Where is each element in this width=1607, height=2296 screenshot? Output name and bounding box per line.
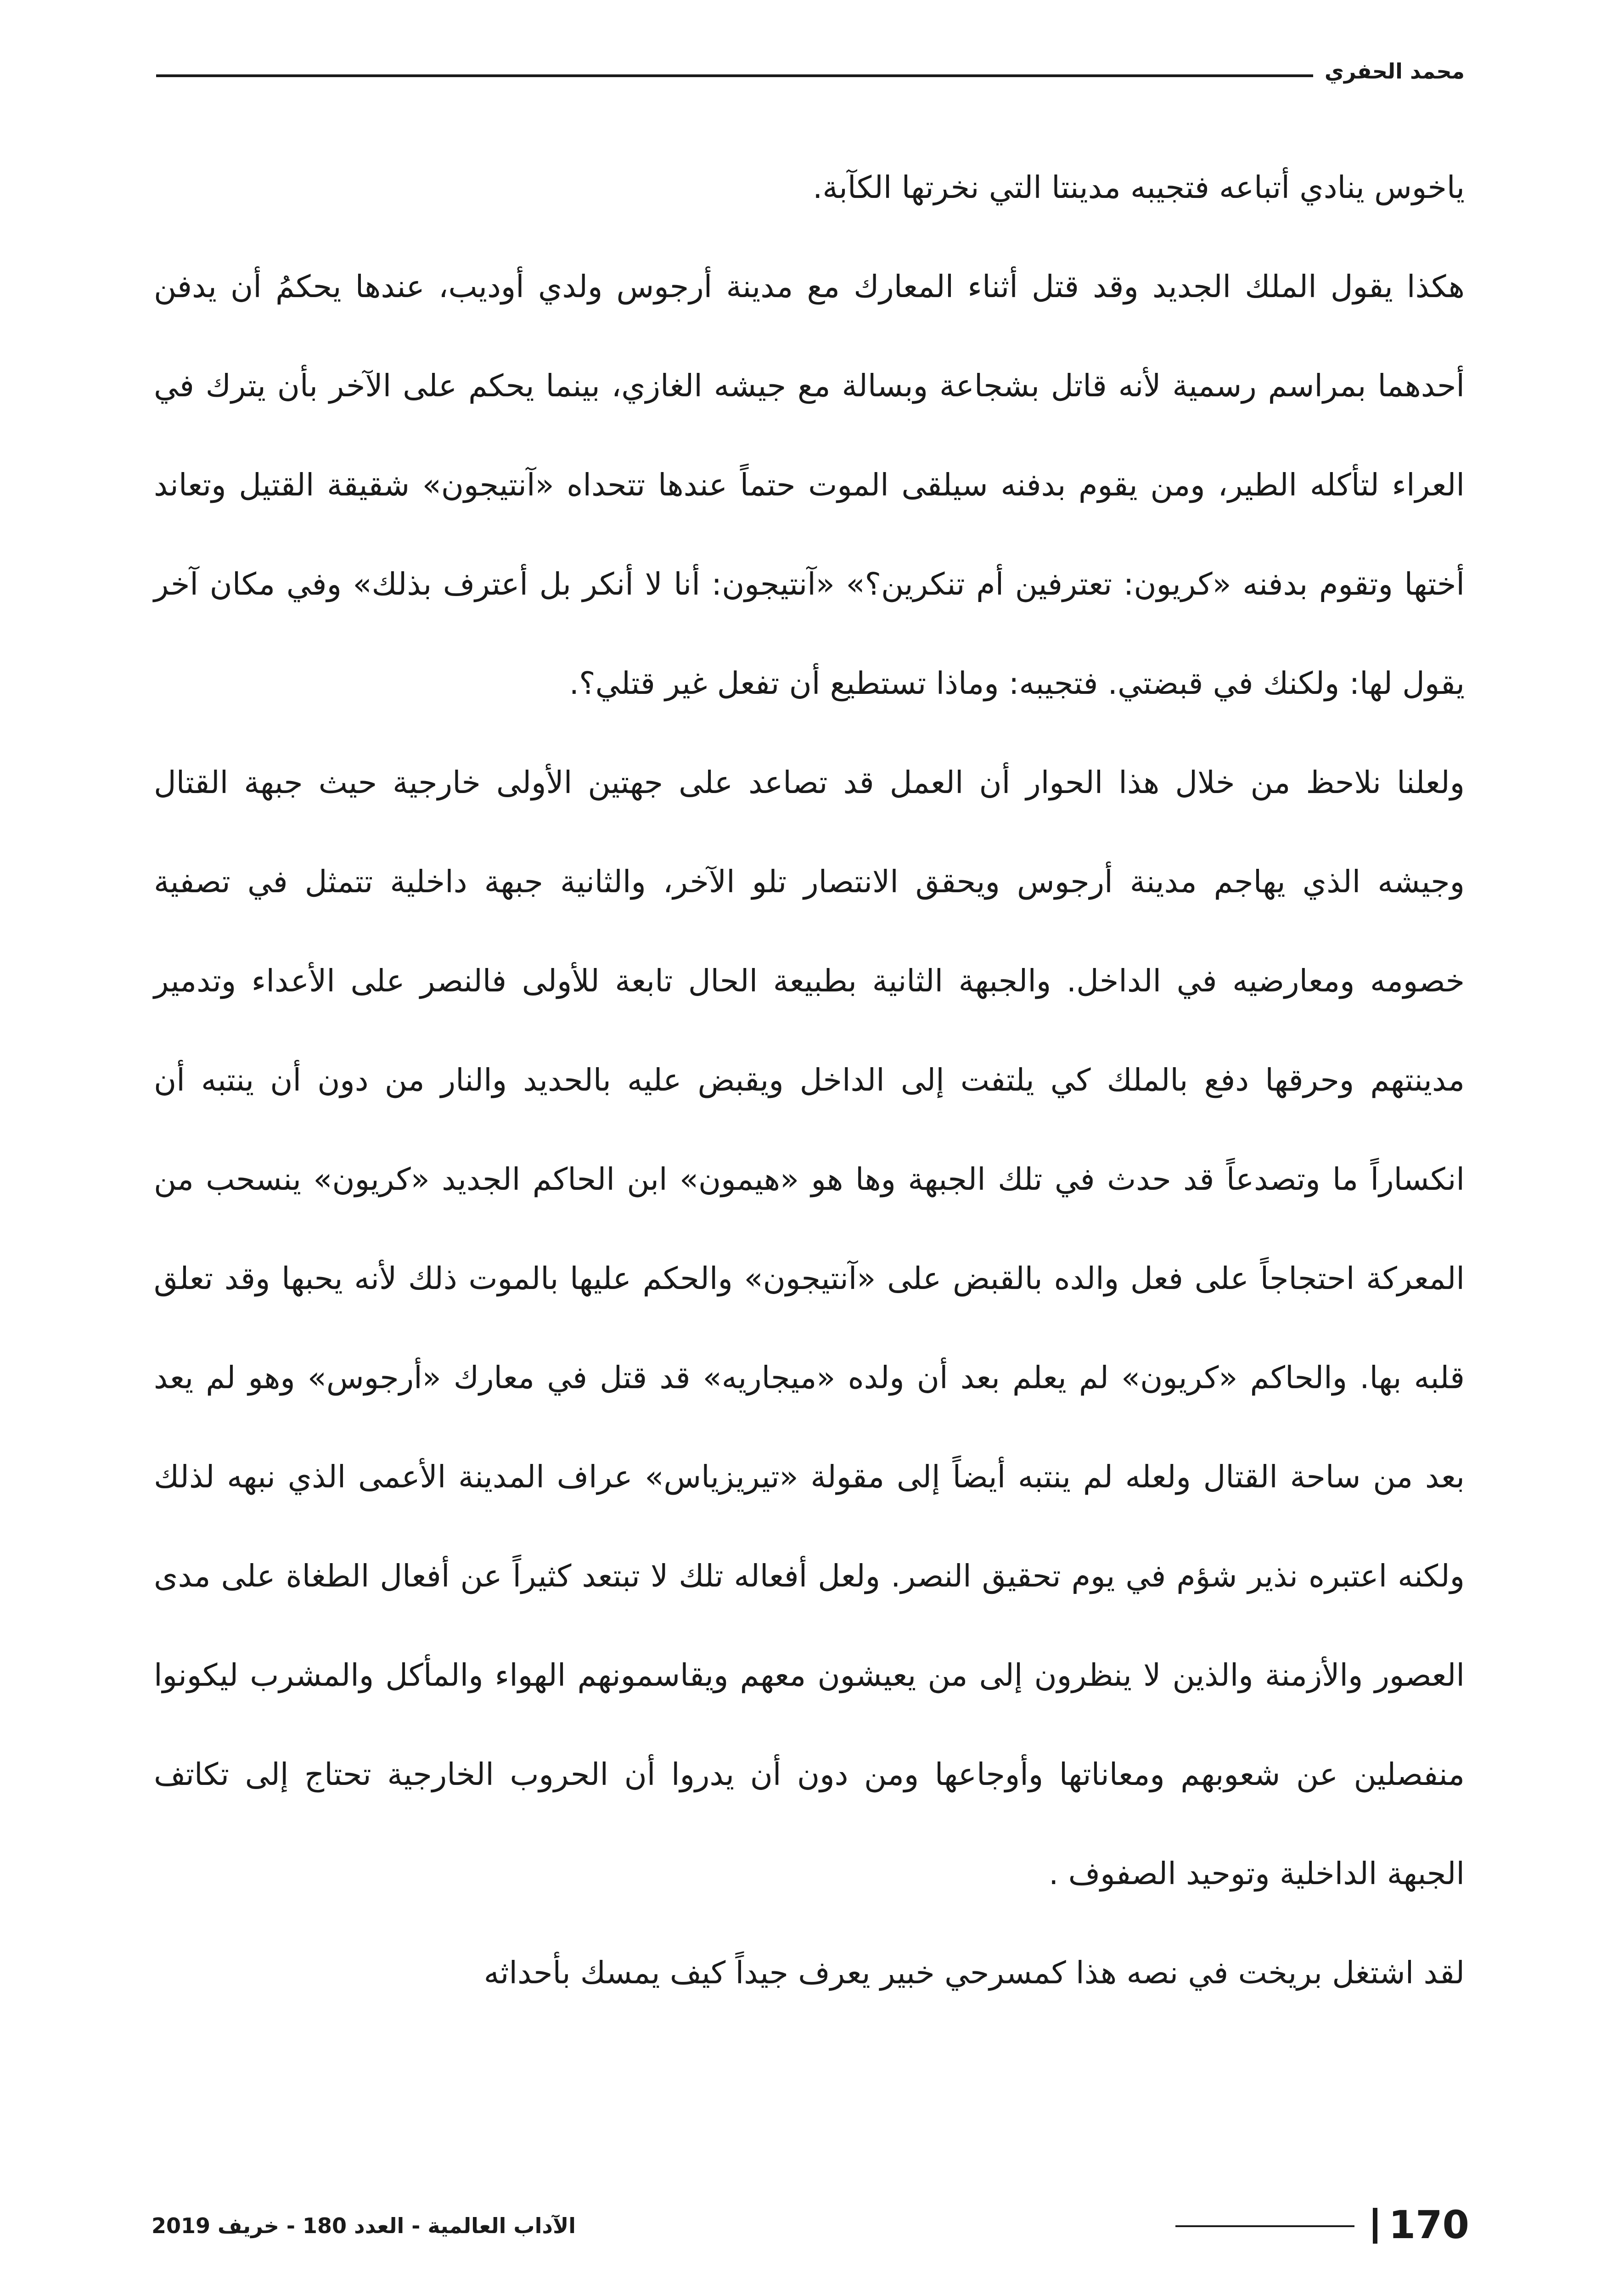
footer-rule xyxy=(1175,2225,1354,2227)
article-body xyxy=(154,138,1465,2022)
footer-journal-info: الآداب العالمية - العدد 180 - خريف 2019 xyxy=(152,2213,576,2238)
paragraph: ولعلنا نلاحظ من خلال هذا الحوار أن العمل قد تصاعد على جهتين الأولى خارجية حيث جبهة القتال وجيشه الذي يهاجم مدينة أرجوس ويحقق الانتصار تلو الآخر، والثانية جبهة داخلية تتمثل في تصفية خصومه ومعارضيه في الداخل. والجبهة الثانية بطبيعة الحال تابعة للأولى فالنصر على الأعداء وتدمير مدينتهم وحرقها دفع بالملك كي يلتفت إلى الداخل ويقبض عليه بالحديد والنار من دون أن ينتبه أن انكساراً ما وتصدعاً قد حدث في تلك الجبهة وها هو «هيمون» ابن الحاكم الجديد «كريون» ينسحب من المعركة احتجاجاً على فعل والده بالقبض على «آنتيجون» والحكم عليها بالموت ذلك لأنه يحبها وقد تعلق قلبه بها. والحاكم «كريون» لم يعلم بعد أن ولده «ميجاريه» قد قتل في معارك «أرجوس» وهو لم يعد بعد من ساحة القتال ولعله لم ينتبه أيضاً إلى مقولة «تيريزياس» عراف المدينة الأعمى الذي نبهه لذلك ولكنه اعتبره نذير شؤم في يوم تحقيق النصر. ولعل أفعاله تلك لا تبتعد كثيراً عن أفعال الطغاة على مدى العصور والأزمنة والذين لا ينظرون إلى من يعيشون معهم ويقاسمونهم الهواء والمأكل والمشرب ليكونوا منفصلين عن شعوبهم ومعاناتها وأوجاعها ومن دون أن يدروا أن الحروب الخارجية تحتاج إلى تكاتف الجبهة الداخلية وتوحيد الصفوف . xyxy=(154,765,1465,1891)
running-header xyxy=(156,51,1465,106)
paragraph: لقد اشتغل بريخت في نصه هذا كمسرحي خبير يعرف جيداً كيف يمسك بأحداثه xyxy=(483,1955,1465,1991)
header-rule xyxy=(156,74,1313,77)
running-footer xyxy=(152,2200,1469,2255)
header-author: محمد الحفري xyxy=(1324,59,1465,84)
paragraph: هكذا يقول الملك الجديد وقد قتل أثناء المعارك مع مدينة أرجوس ولدي أوديب، عندها يحكمُ أن يدفن أحدهما بمراسم رسمية لأنه قاتل بشجاعة وبسالة مع جيشه الغازي، بينما يحكم على الآخر بأن يترك في العراء لتأكله الطير، ومن يقوم بدفنه سيلقى الموت حتماً عندها تتحداه «آنتيجون» شقيقة القتيل وتعاند أختها وتقوم بدفنه «كريون: تعترفين أم تنكرين؟» «آنتيجون: أنا لا أنكر بل أعترف بذلك» وفي مكان آخر يقول لها: ولكنك في قبضتي. فتجيبه: وماذا تستطيع أن تفعل غير قتلي؟. xyxy=(154,269,1465,701)
paragraph: ياخوس ينادي أتباعه فتجيبه مدينتا التي نخرتها الكآبة. xyxy=(813,169,1465,205)
footer-separator-bar xyxy=(1373,2208,1377,2244)
page-number: 170 xyxy=(1388,2202,1469,2247)
